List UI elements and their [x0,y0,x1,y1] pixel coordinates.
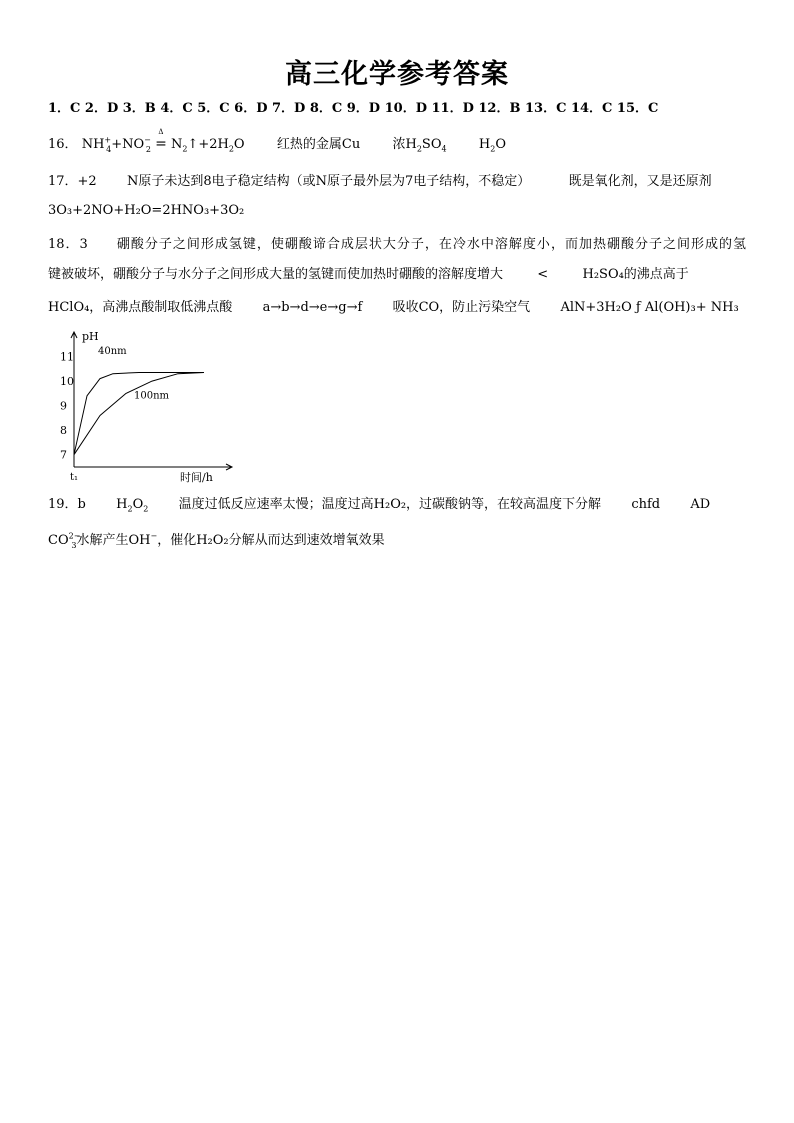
y-tick-label: 9 [60,399,67,413]
q16-reaction-condition: Δ = [155,128,167,152]
page-title: 高三化学参考答案 [285,59,509,90]
q17-answer-1: 17．+2 [48,174,97,189]
x-origin-label: t₁ [70,472,79,483]
q18-line-3: HClO₄，高沸点酸制取低沸点酸 a→b→d→e→g→f 吸收CO，防止污染空气 AlN+3H₂O ƒ Al(OH)₃+ NH₃ [48,300,739,315]
y-tick-label: 11 [60,350,74,364]
q16-answer-2: 红热的金属Cu [276,137,361,152]
q16-reactant-ammonium: $NH^+_4$ [81,135,112,154]
question-17 [48,170,712,189]
multiple-choice-answers: 1．C 2．D 3．B 4．C 5．C 6．D 7．D 8．C 9．D 10．D 11．D 12．B 13．C 14．C 15．C [48,101,659,116]
q17-answer-2: N原子未达到8电子稳定结构（或N原子最外层为7电子结构，不稳定） [127,174,531,189]
y-axis-label: pH [82,330,99,343]
q19-answer-5: AD [690,497,711,512]
question-19 [48,493,710,512]
series-label: 100nm [134,390,170,402]
q18-hydrolysis-equation: AlN+3H₂O ƒ Al(OH)₃+ NH₃ [560,300,739,315]
q19-answer-4: chfd [631,497,661,512]
q19-answer-3: 温度过低反应速率太慢；温度过高H₂O₂，过碳酸钠等，在较高温度下分解 [178,497,602,512]
x-axis-label: 时间/h [180,471,213,484]
q17-equation: 3O₃+2NO+H₂O=2HNO₃+3O₂ [48,203,245,218]
y-tick-label: 7 [60,448,67,462]
q16-answer-3: 浓$H_2SO_4$ [392,137,447,154]
q19-line-2: $CO^{2-}_3$水解产生OH−，催化H₂O₂分解从而达到速效增氧效果 [48,531,385,550]
q17-answer-3: 既是氧化剂，又是还原剂 [568,174,712,189]
q16-products: $N_2↑+2H_2O$ [170,137,245,154]
question-16 [48,128,506,154]
series-line-40nm [74,373,204,455]
q19-answer-1: 19．b [48,497,86,512]
ph-time-chart [48,322,248,487]
q16-answer-4: $H_2O$ [478,137,506,154]
q19-answer-2: $H_2O_2$ [116,497,149,514]
q16-reactant-nitrite: $+NO^-_2$ [111,135,151,154]
series-label: 40nm [98,346,127,358]
y-tick-label: 8 [60,424,67,438]
q18-line-1: 18．3 硼酸分子之间形成氢键，使硼酸谛合成层状大分子，在冷水中溶解度小，而加热硼酸分子之间形成的氢 [48,237,746,252]
q18-comparison: < [537,267,549,282]
y-tick-label: 10 [60,375,74,389]
series-line-100nm [74,373,204,455]
q16-number: 16． [48,137,78,152]
q18-line-2: 键被破坏，硼酸分子与水分子之间形成大量的氢键而使加热时硼酸的溶解度增大 < H₂SO₄的沸点高于 [48,267,689,282]
q18-apparatus-order: a→b→d→e→g→f [262,300,363,315]
